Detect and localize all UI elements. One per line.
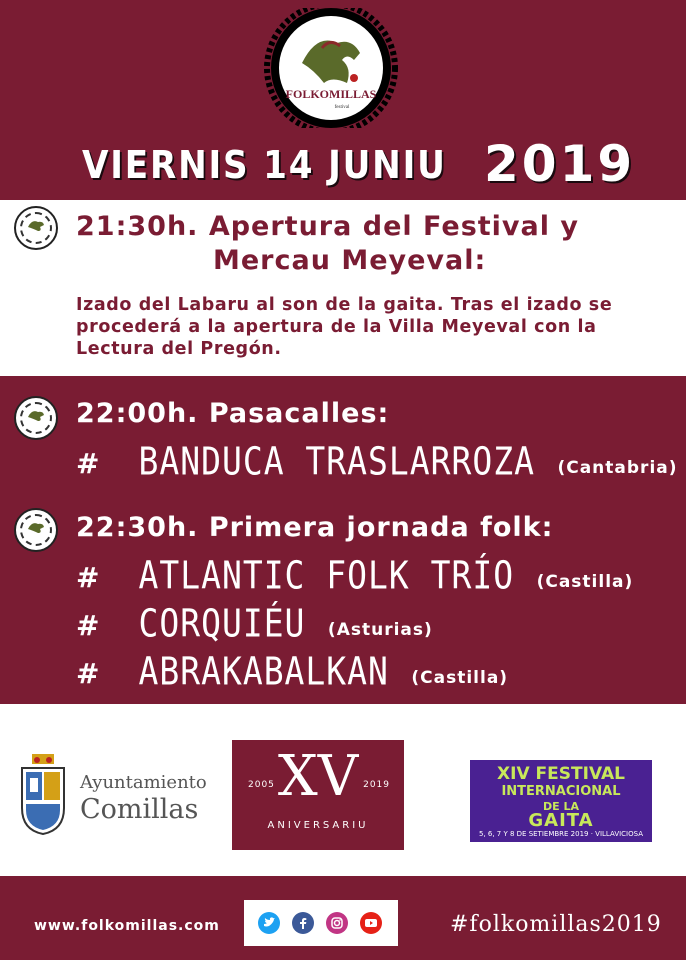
band-region: (Asturias) [327, 620, 433, 640]
ayuntamiento-label: Ayuntamiento [80, 772, 207, 793]
youtube-icon[interactable] [360, 912, 382, 934]
band-row: # ATLANTIC FOLK TRÍO (Castilla) [76, 553, 634, 598]
xv-numeral: XV [277, 744, 359, 809]
comillas-crest-icon [18, 754, 68, 836]
facebook-icon[interactable] [292, 912, 314, 934]
event-apertura [0, 200, 686, 376]
band-region: (Castilla) [536, 572, 634, 592]
folkomillas-logo [262, 8, 400, 128]
event-title: 22:30h. Primera jornada folk: [76, 512, 554, 543]
folkomillas-badge-icon [14, 396, 58, 440]
event-title: 22:00h. Pasacalles: [76, 398, 390, 429]
twitter-icon[interactable] [258, 912, 280, 934]
xv-aniversariu-logo [232, 740, 404, 850]
event-title: 21:30h. Apertura del Festival y Mercau Meyeval: [76, 211, 579, 276]
social-icons [244, 900, 398, 946]
band-region: (Castilla) [411, 668, 509, 688]
folkomillas-badge-icon [14, 508, 58, 552]
band-name: ABRAKABALKAN [138, 649, 389, 694]
folkomillas-badge-icon [14, 206, 58, 250]
fest-line: 5, 6, 7 Y 8 DE SETIEMBRE 2019 · VILLAVICIOSA [478, 830, 643, 838]
footer [0, 876, 686, 960]
band-name: CORQUIÉU [138, 601, 306, 646]
date-line [0, 135, 686, 195]
date-text: VIERNIS 14 JUNIU [82, 143, 447, 187]
year-text: 2019 [484, 135, 636, 193]
fest-line: INTERNACIONAL [501, 784, 621, 799]
band-row: # BANDUCA TRASLARROZA (Cantabria) [76, 439, 678, 484]
band-name: ATLANTIC FOLK TRÍO [138, 553, 515, 598]
hashtag: #folkomillas2019 [450, 912, 662, 937]
svg-text:festival: festival [334, 105, 350, 110]
xv-year-start: 2005 [248, 780, 275, 790]
website-link[interactable]: www.folkomillas.com [34, 918, 220, 934]
band-row: # CORQUIÉU (Asturias) [76, 601, 433, 646]
svg-text:FOLKOMILLAS: FOLKOMILLAS [285, 87, 377, 101]
instagram-icon[interactable] [326, 912, 348, 934]
header [0, 0, 686, 200]
band-name: BANDUCA TRASLARROZA [138, 439, 535, 484]
sponsor-strip [0, 704, 686, 876]
band-region: (Cantabria) [557, 458, 678, 478]
fest-line: XIV FESTIVAL [497, 764, 625, 784]
fest-line: GAITA [528, 810, 594, 831]
xv-year-end: 2019 [363, 780, 390, 790]
fest-line: DE LA [543, 800, 579, 813]
event-description: Izado del Labaru al son de la gaita. Tras el izado se procederá a la apertura de la Villa Meyeval con la Lectura del Pregón. [76, 295, 613, 359]
comillas-label: Comillas [80, 794, 199, 825]
band-row: # ABRAKABALKAN (Castilla) [76, 649, 509, 694]
xv-subtitle: ANIVERSARIU [267, 820, 369, 831]
festival-gaita-logo [470, 760, 652, 842]
